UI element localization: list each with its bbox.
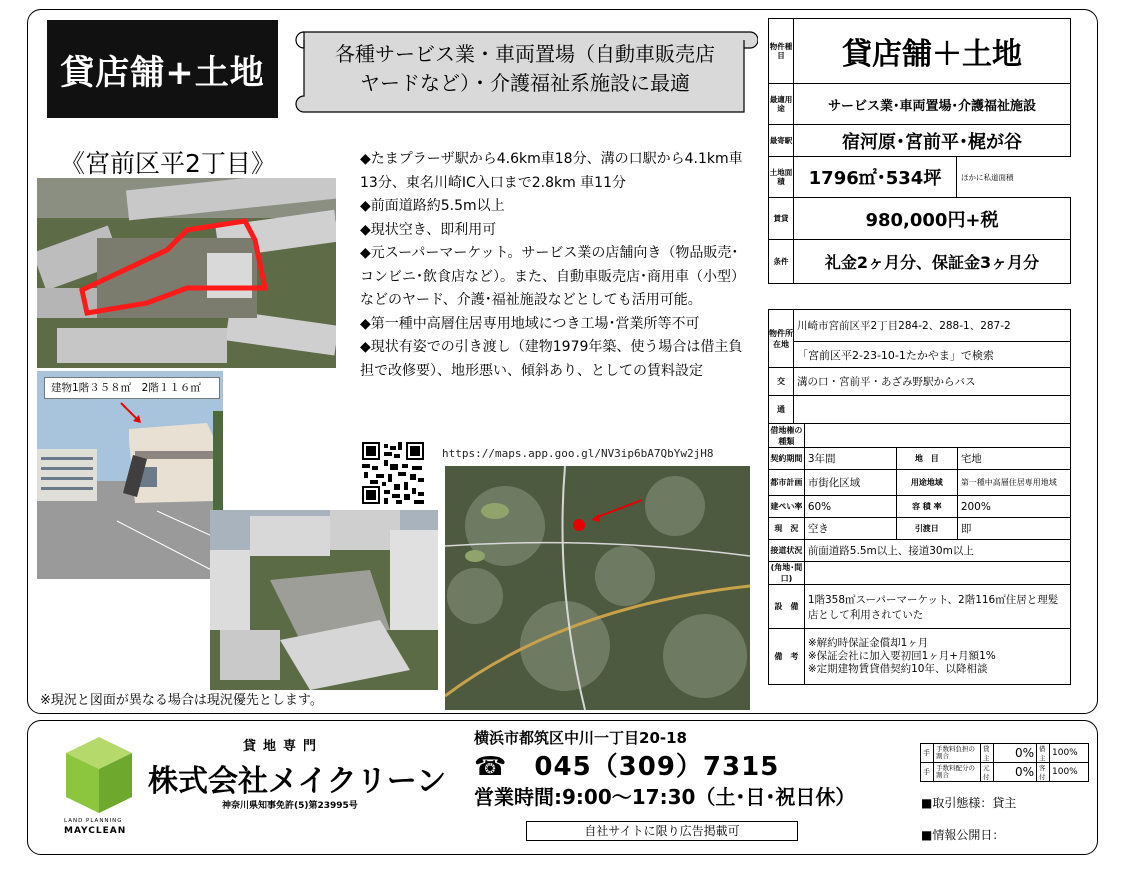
type-value: 貸店舗＋土地: [794, 19, 1071, 84]
transport-value-2: [794, 396, 1071, 424]
city-plan-value: 市街化区域: [804, 470, 896, 496]
use-label: 最適用途: [769, 84, 794, 125]
fee-cell: 手: [921, 744, 934, 763]
lease-type-label: 借地権の種類: [770, 425, 803, 446]
company-tagline: 貸地専門: [243, 739, 324, 754]
details-table: [768, 309, 1071, 685]
fee-cell: 手: [921, 763, 934, 782]
transport-label-2: 通: [769, 396, 794, 424]
feature-item: ◆たまプラーザ駅から4.6km車18分、溝の口駅から4.1km車13分、東名川崎IC入口まで2.8km 車11分: [360, 151, 743, 191]
use-value: サービス業･車両置場･介護福祉施設: [794, 84, 1071, 125]
terms-value: 礼金2ヶ月分、保証金3ヶ月分: [794, 240, 1071, 284]
company-logo-cube-icon: [64, 735, 134, 815]
company-license: 神奈川県知事免許(5)第23995号: [222, 801, 358, 811]
search-hint: 「宮前区平2-23-10-1たかやま」で検索: [794, 342, 1071, 368]
station-label: 最寄駅: [769, 125, 794, 157]
period-value: 3年間: [804, 448, 896, 470]
status-value: 空き: [804, 518, 896, 540]
fee-cell: 100%: [1050, 744, 1089, 763]
title-badge: 貸店舗+土地: [47, 20, 278, 118]
transport-value: 溝の口・宮前平・あざみ野駅からバス: [794, 368, 1071, 396]
city-plan-label: 都市計画: [769, 470, 805, 496]
private-road-note: ほかに私道面積: [957, 157, 1071, 198]
business-hours: 営業時間:9:00～17:30（土･日･祝日休）: [474, 785, 856, 809]
far-value: 200%: [957, 496, 1070, 518]
area-label: 土地面積: [769, 157, 794, 198]
disclaimer-note: ※現況と図面が異なる場合は現況優先とします。: [40, 693, 323, 708]
drone-photo: [210, 510, 438, 690]
aerial-photo: [37, 178, 336, 368]
remark-line: ※解約時保証金償却1ヶ月: [807, 637, 929, 649]
feature-item: ◆現状有姿での引き渡し（建物1979年築、使う場合は借主負担で改修要）、地形悪い、傾斜あり、としての賃料設定: [360, 339, 743, 379]
rent-label: 賃貸: [769, 198, 794, 240]
bcr-label: 建ぺい率: [769, 496, 805, 518]
location-label: 物件所在地: [769, 310, 794, 368]
catch-line-1: 各種サービス業・車両置場（自動車販売店: [335, 42, 715, 66]
map-url-link[interactable]: https://maps.app.goo.gl/NV3ip6bA7QbYw2jH8: [442, 447, 714, 460]
rent-value: 980,000円+税: [794, 198, 1071, 240]
remarks-value: [804, 629, 1070, 685]
remark-line: ※定期建物賃貸借契約10年、以降相談: [807, 663, 988, 675]
feature-item: ◆元スーパーマーケット。サービス業の店舗向き（物品販売･コンビニ･飲食店など）。また、自動車販売店･商用車（小型）などのヤード、介護･福祉施設などとしても活用可能。: [360, 245, 745, 308]
transaction-mode: ■取引態様：貸主: [921, 796, 1017, 810]
lease-type-value: [804, 424, 1070, 448]
logo-subtitle: LAND PLANNING: [64, 818, 123, 824]
remark-line: ※保証会社に加入要初回1ヶ月+月額1%: [807, 650, 996, 662]
street-photo: [37, 371, 223, 579]
catch-copy: [304, 40, 746, 98]
ad-note: 自社サイトに限り広告掲載可: [526, 821, 798, 841]
bcr-value: 60%: [804, 496, 896, 518]
zone-value: 第一種中高層住居専用地域: [957, 470, 1070, 496]
corner-label: (角地･間口): [769, 562, 805, 585]
land-category-value: 宅地: [957, 448, 1070, 470]
fee-cell: 0%: [994, 763, 1037, 782]
company-address: 横浜市都筑区中川一丁目20-18: [474, 729, 687, 747]
fee-cell: 0%: [994, 744, 1037, 763]
satellite-map[interactable]: [445, 466, 750, 710]
road-value: 前面道路5.5m以上、接道30m以上: [804, 540, 1070, 562]
publish-date: ■情報公開日：: [921, 828, 1005, 842]
logo-name: MAYCLEAN: [64, 826, 127, 836]
feature-item: ◆現状空き、即利用可: [360, 221, 497, 238]
equipment-value: 1階358㎡スーパーマーケット、2階116㎡住居と理髪店として利用されていた: [804, 585, 1070, 629]
fee-cell: 借主: [1037, 744, 1050, 763]
land-category-label: 地 目: [896, 448, 957, 470]
catch-line-2: ヤードなど）・介護福祉系施設に最適: [360, 71, 690, 95]
handover-value: 即: [957, 518, 1070, 540]
fee-cell: 手数料配分の割合: [934, 763, 981, 782]
location-value: 川崎市宮前区平2丁目284-2、288-1、287-2: [794, 310, 1071, 342]
station-value: 宿河原･宮前平･梶が谷: [794, 125, 1071, 157]
remarks-label: 備 考: [769, 629, 805, 685]
status-label: 現 況: [769, 518, 805, 540]
feature-list: [360, 148, 750, 383]
fee-cell: 貸主: [981, 744, 994, 763]
handover-label: 引渡日: [896, 518, 957, 540]
zone-label: 用途地域: [896, 470, 957, 496]
equipment-label: 設 備: [769, 585, 805, 629]
period-label: 契約期間: [769, 448, 805, 470]
area-title: 《宮前区平2丁目》: [60, 149, 276, 178]
photo-label: 建物1階３５８㎡ 2階１１６㎡: [44, 377, 220, 399]
fee-cell: 100%: [1050, 763, 1089, 782]
summary-table: [768, 18, 1071, 284]
fee-table: [920, 743, 1089, 782]
transport-label: 交: [769, 368, 794, 396]
far-label: 容 積 率: [896, 496, 957, 518]
road-label: 接道状況: [769, 540, 805, 562]
fee-cell: 手数料負担の割合: [934, 744, 981, 763]
company-phone[interactable]: ☎ 045（309）7315: [474, 752, 780, 782]
fee-cell: 客付: [1037, 763, 1050, 782]
terms-label: 条件: [769, 240, 794, 284]
corner-value: [804, 562, 1070, 585]
feature-item: ◆前面道路約5.5m以上: [360, 198, 505, 214]
qr-code-icon[interactable]: [360, 440, 426, 506]
type-label: 物件種目: [769, 19, 794, 84]
feature-item: ◆第一種中高層住居専用地域につき工場･営業所等不可: [360, 315, 700, 332]
area-value: 1796㎡･534坪: [794, 157, 957, 198]
company-name: 株式会社メイクリーン: [148, 764, 447, 799]
fee-cell: 元付: [981, 763, 994, 782]
